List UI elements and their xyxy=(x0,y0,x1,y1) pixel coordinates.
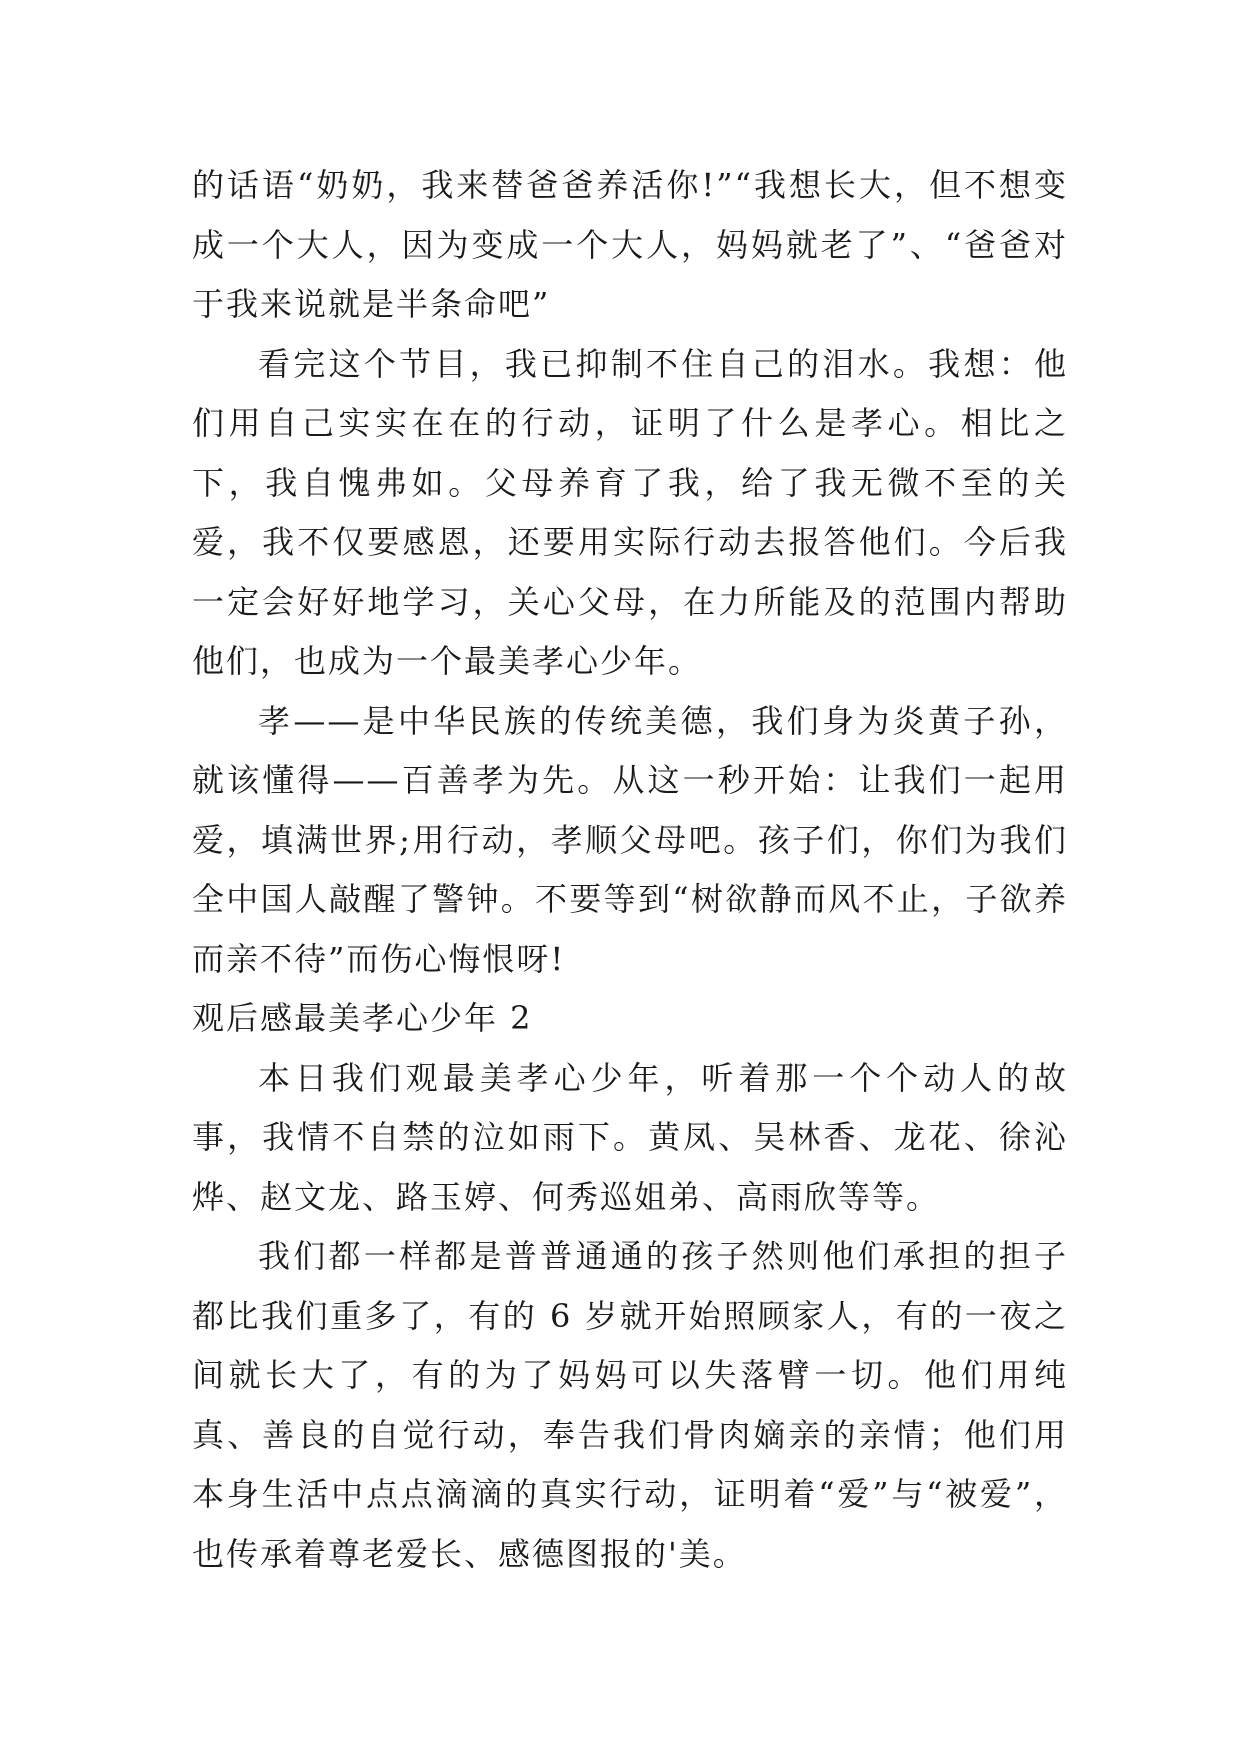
paragraph-filial-piety: 孝——是中华民族的传统美德，我们身为炎黄子孙，就该懂得——百善孝为先。从这一秒开始：让我们一起用爱，填满世界;用行动，孝顺父母吧。孩子们，你们为我们全中国人敲醒了警钟。不要等到“树欲静而风不止，子欲养而亲不待”而伤心悔恨呀! xyxy=(192,701,1068,978)
paragraph-section-intro: 本日我们观最美孝心少年，听着那一个个动人的故事，我情不自禁的泣如雨下。黄凤、吴林香、龙花、徐沁烨、赵文龙、路玉婷、何秀巡姐弟、高雨欣等等。 xyxy=(192,1058,1068,1216)
paragraph-section-body: 我们都一样都是普普通通的孩子然则他们承担的担子都比我们重多了，有的 6 岁就开始照顾家人，有的一夜之间就长大了，有的为了妈妈可以失落臂一切。他们用纯真、善良的自觉行动，奉告我们骨肉嫡亲的亲情；他们用本身生活中点点滴滴的真实行动，证明着“爱”与“被爱”，也传承着尊老爱长、感德图报的'美。 xyxy=(192,1237,1068,1573)
paragraph-continued: 的话语“奶奶，我来替爸爸养活你!”“我想长大，但不想变成一个大人，因为变成一个大人，妈妈就老了”、“爸爸对于我来说就是半条命吧” xyxy=(192,166,1068,323)
document-body xyxy=(192,156,1068,1584)
section-title: 观后感最美孝心少年 2 xyxy=(192,999,533,1037)
paragraph-reflection: 看完这个节目，我已抑制不住自己的泪水。我想：他们用自己实实在在的行动，证明了什么是孝心。相比之下，我自愧弗如。父母养育了我，给了我无微不至的关爱，我不仅要感恩，还要用实际行动去报答他们。今后我一定会好好地学习，关心父母，在力所能及的范围内帮助他们，也成为一个最美孝心少年。 xyxy=(192,344,1068,680)
